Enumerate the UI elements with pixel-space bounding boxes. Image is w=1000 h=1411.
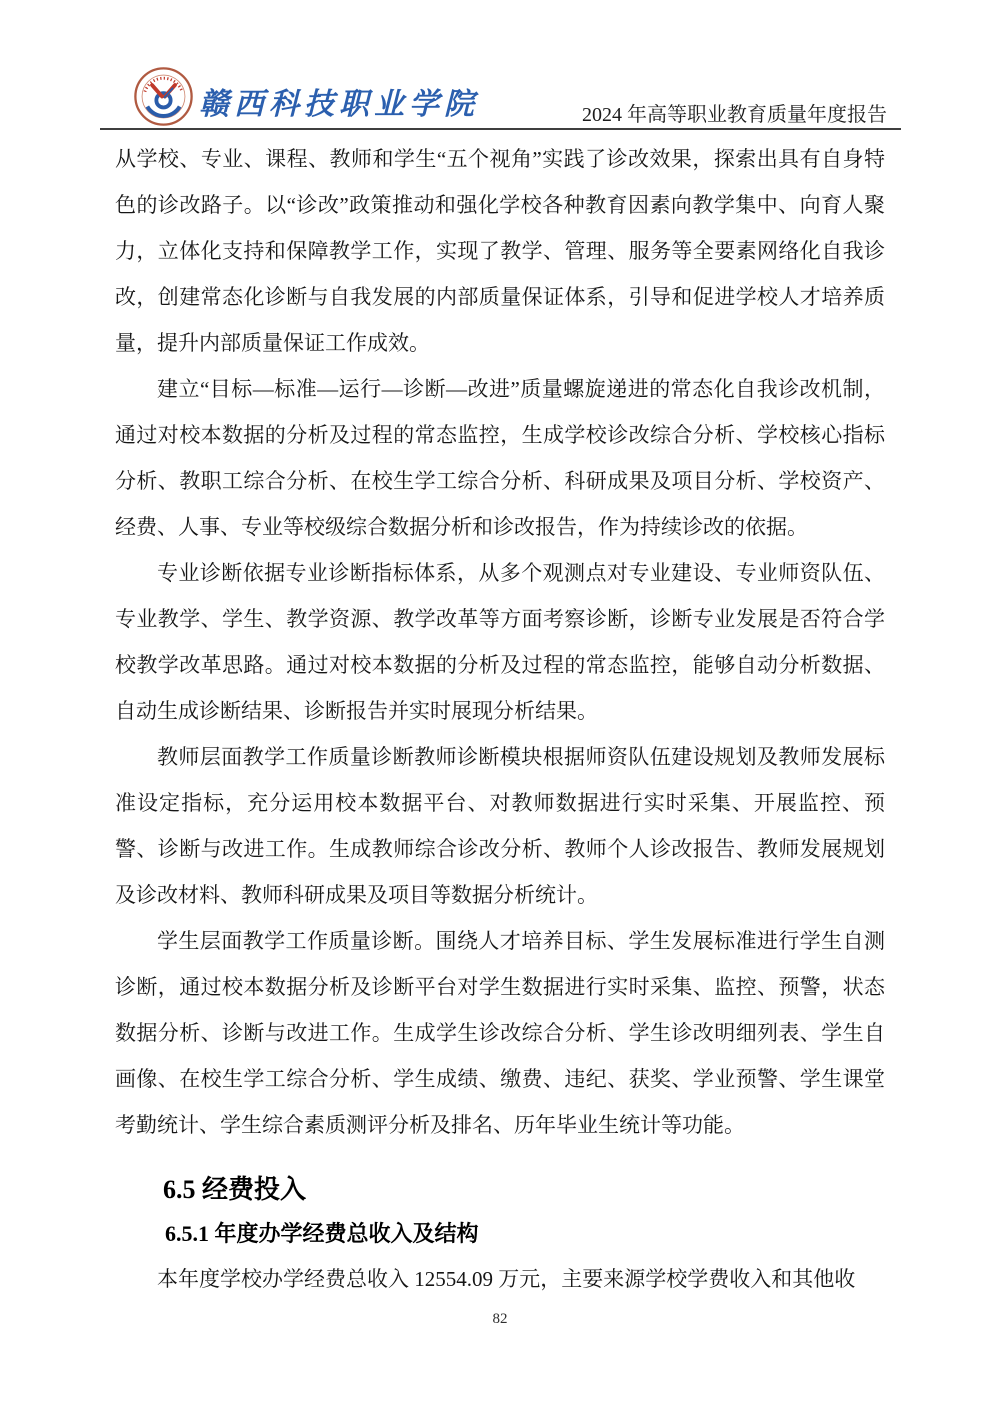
document-body bbox=[115, 136, 885, 1302]
section-heading-6-5: 6.5 经费投入 bbox=[163, 1175, 307, 1204]
subsection-heading-6-5-1: 6.5.1 年度办学经费总收入及结构 bbox=[165, 1221, 479, 1246]
body-paragraph: 本年度学校办学经费总收入 12554.09 万元，主要来源学校学费收入和其他收 bbox=[157, 1267, 856, 1291]
school-seal-icon bbox=[133, 66, 194, 127]
header-divider bbox=[100, 128, 901, 130]
body-paragraph: 专业诊断依据专业诊断指标体系，从多个观测点对专业建设、专业师资队伍、专业教学、学生、教学资源、教学改革等方面考察诊断，诊断专业发展是否符合学校教学改革思路。通过对校本数据的分析及过程的常态监控，能够自动分析数据、自动生成诊断结果、诊断报告并实时展现分析结果。 bbox=[115, 561, 885, 723]
report-title: 2024 年高等职业教育质量年度报告 bbox=[582, 104, 887, 126]
body-paragraph: 建立“目标—标准—运行—诊断—改进”质量螺旋递进的常态化自我诊改机制，通过对校本数据的分析及过程的常态监控，生成学校诊改综合分析、学校核心指标分析、教职工综合分析、在校生学工综合分析、科研成果及项目分析、学校资产、经费、人事、专业等校级综合数据分析和诊改报告，作为持续诊改的依据。 bbox=[115, 377, 885, 539]
body-paragraph: 学生层面教学工作质量诊断。围绕人才培养目标、学生发展标准进行学生自测诊断，通过校本数据分析及诊断平台对学生数据进行实时采集、监控、预警，状态数据分析、诊断与改进工作。生成学生诊改综合分析、学生诊改明细列表、学生自画像、在校生学工综合分析、学生成绩、缴费、违纪、获奖、学业预警、学生课堂考勤统计、学生综合素质测评分析及排名、历年毕业生统计等功能。 bbox=[115, 929, 885, 1137]
page-number: 82 bbox=[492, 1311, 508, 1327]
body-paragraph: 教师层面教学工作质量诊断教师诊断模块根据师资队伍建设规划及教师发展标准设定指标，充分运用校本数据平台、对教师数据进行实时采集、开展监控、预警、诊断与改进工作。生成教师综合诊改分析、教师个人诊改报告、教师发展规划及诊改材料、教师科研成果及项目等数据分析统计。 bbox=[115, 745, 885, 907]
body-paragraph: 从学校、专业、课程、教师和学生“五个视角”实践了诊改效果，探索出具有自身特色的诊改路子。以“诊改”政策推动和强化学校各种教育因素向教学集中、向育人聚力，立体化支持和保障教学工作，实现了教学、管理、服务等全要素网络化自我诊改，创建常态化诊断与自我发展的内部质量保证体系，引导和促进学校人才培养质量，提升内部质量保证工作成效。 bbox=[115, 147, 885, 355]
school-name: 赣西科技职业学院 bbox=[199, 88, 479, 121]
